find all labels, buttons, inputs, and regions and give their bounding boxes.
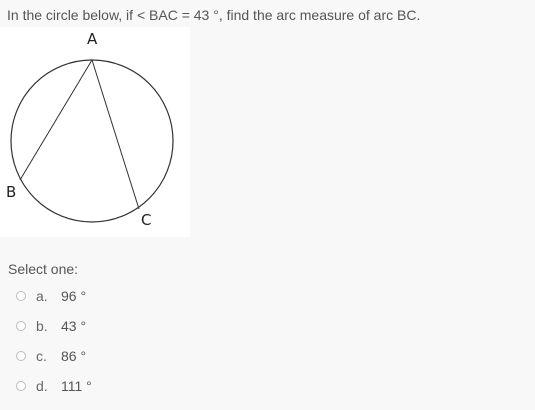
point-b-label: B [6, 183, 17, 201]
question-text: In the circle below, if < BAC = 43 °, find the arc measure of arc BC. [7, 7, 421, 23]
option-b[interactable] [16, 311, 92, 341]
radio-button-a[interactable] [16, 291, 26, 301]
option-d[interactable] [16, 371, 92, 401]
radio-button-b[interactable] [16, 321, 26, 331]
point-a-label: A [87, 30, 98, 48]
option-a-letter: a. [36, 288, 48, 304]
point-c-label: C [141, 211, 152, 229]
circle-figure [0, 27, 190, 237]
option-d-value: 111 ° [61, 378, 92, 394]
option-a-value: 96 ° [61, 288, 87, 304]
option-a[interactable] [16, 281, 92, 311]
circle-outline [11, 60, 173, 222]
option-b-letter: b. [36, 318, 48, 334]
radio-button-d[interactable] [16, 381, 26, 391]
radio-button-c[interactable] [16, 351, 26, 361]
select-one-label: Select one: [8, 261, 79, 277]
chord-ac [92, 60, 139, 209]
answer-options [16, 281, 92, 401]
circle-diagram [0, 27, 190, 237]
option-b-value: 43 ° [61, 318, 87, 334]
option-c[interactable] [16, 341, 92, 371]
option-c-letter: c. [36, 348, 47, 364]
option-c-value: 86 ° [61, 348, 87, 364]
option-d-letter: d. [36, 378, 48, 394]
chord-ab [20, 60, 92, 180]
